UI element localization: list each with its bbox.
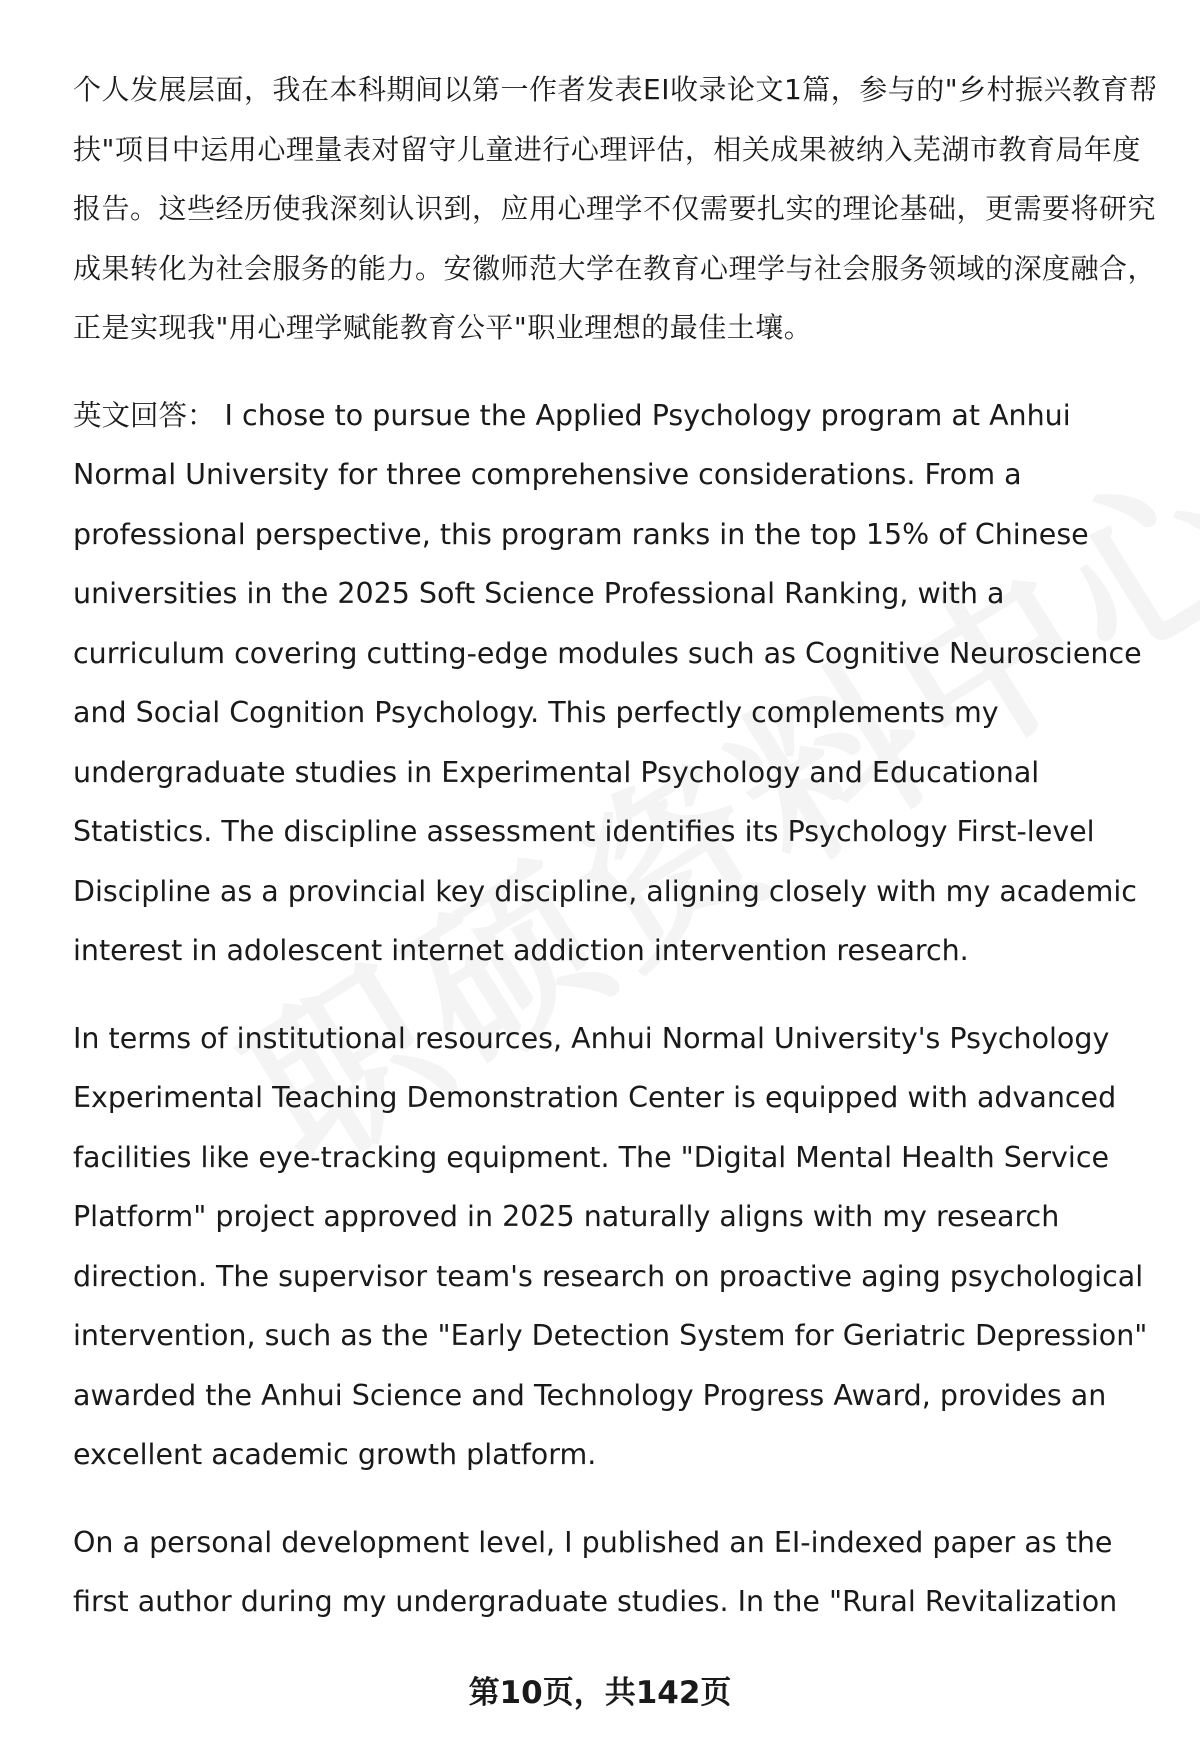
document-body [73, 60, 1158, 1660]
paragraph-english-answer-intro: 英文回答： I chose to pursue the Applied Psychology program at Anhui Normal University for three comprehensive considerations. From a professional perspective, this program ranks in the top 15% of Chinese universities in the 2025 Soft Science Professional Ranking, with a curriculum covering cutting-edge modules such as Cognitive Neuroscience and Social Cognition Psychology. This perfectly complements my undergraduate studies in Experimental Psychology and Educational Statistics. The discipline assessment identifies its Psychology First-level Discipline as a provincial key discipline, aligning closely with my academic interest in adolescent internet addiction intervention research. [73, 398, 1142, 967]
paragraph-institutional-resources: In terms of institutional resources, Anhui Normal University's Psychology Experimental Teaching Demonstration Center is equipped with advanced facilities like eye-tracking equipment. The "Digital Mental Health Service Platform" project approved in 2025 naturally aligns with my research direction. The supervisor team's research on proactive aging psychological intervention, such as the "Early Detection System for Geriatric Depression" awarded the Anhui Science and Technology Progress Award, provides an excellent academic growth platform. [73, 1021, 1148, 1471]
paragraph-personal-development-zh: 个人发展层面，我在本科期间以第一作者发表EI收录论文1篇，参与的"乡村振兴教育帮扶"项目中运用心理量表对留守儿童进行心理评估，相关成果被纳入芜湖市教育局年度报告。这些经历使我深刻认识到，应用心理学不仅需要扎实的理论基础，更需要将研究成果转化为社会服务的能力。安徽师范大学在教育心理学与社会服务领域的深度融合，正是实现我"用心理学赋能教育公平"职业理想的最佳土壤。 [73, 73, 1158, 344]
page-number-footer: 第10页，共142页 [468, 1675, 732, 1711]
paragraph-personal-development-en: On a personal development level, I published an EI-indexed paper as the first author during my undergraduate studies. In the "Rural Revitalization [73, 1525, 1118, 1618]
